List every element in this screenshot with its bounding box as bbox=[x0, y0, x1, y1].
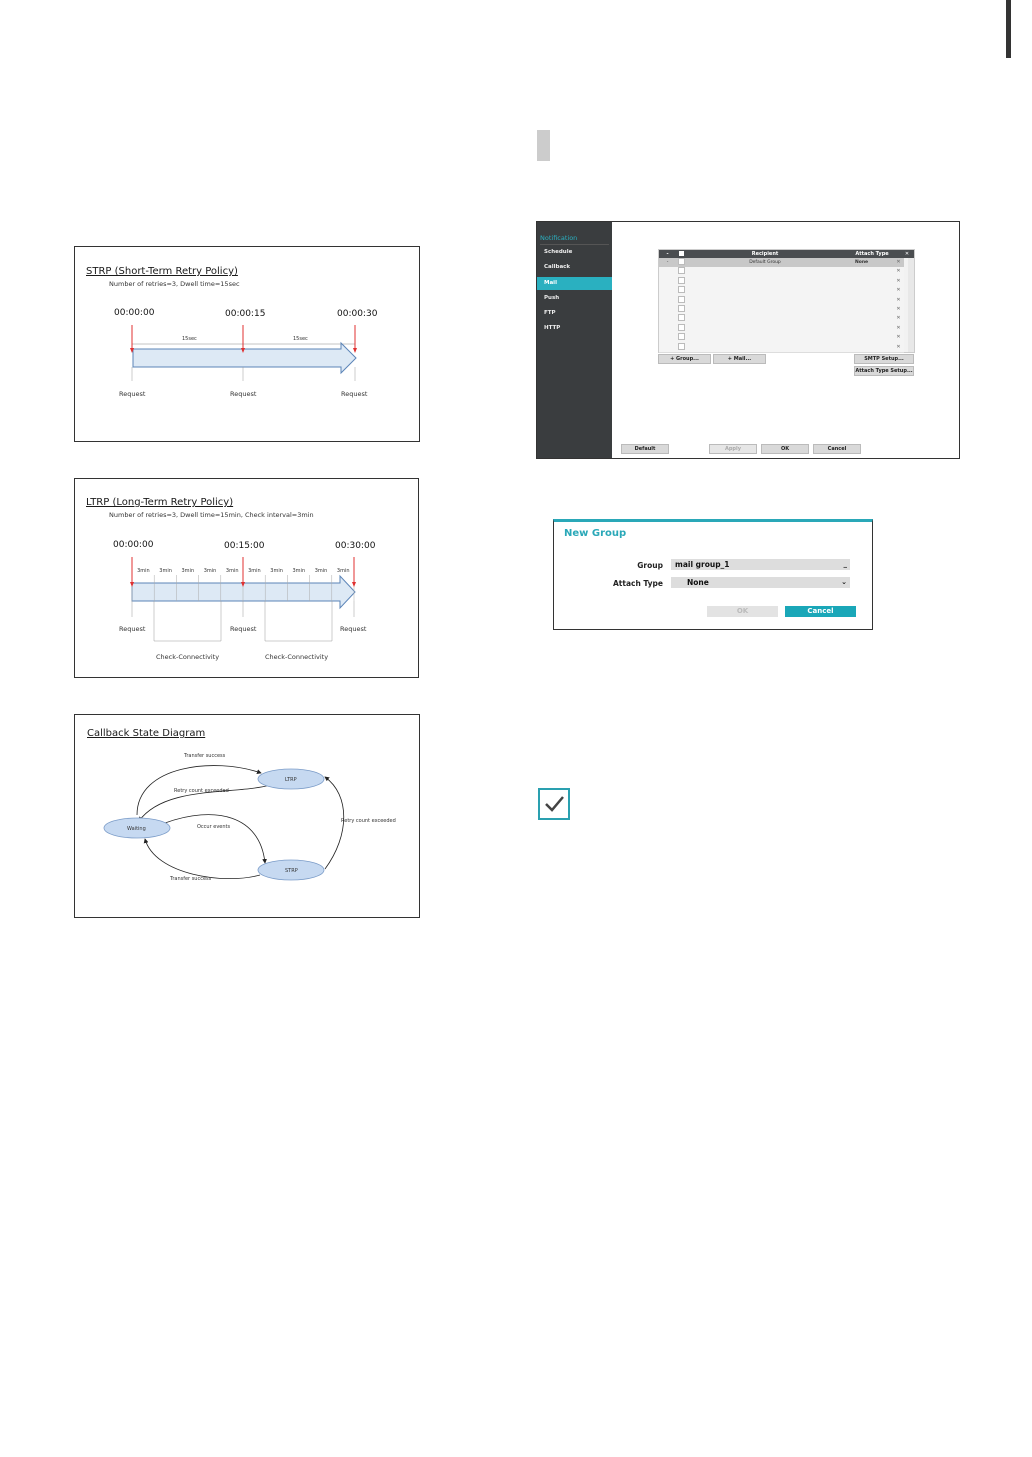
ltrp-interval: 3min bbox=[314, 568, 328, 574]
table-header bbox=[659, 250, 914, 258]
table-row[interactable] bbox=[659, 343, 904, 353]
strp-interval-0: 15sec bbox=[182, 336, 197, 342]
sidebar-title: Notification bbox=[540, 234, 578, 242]
ltrp-request-2: Request bbox=[340, 625, 367, 633]
row-delete-icon[interactable]: ✕ bbox=[896, 268, 901, 275]
attach-type-setup-button[interactable]: Attach Type Setup... bbox=[855, 368, 913, 374]
row-checkbox[interactable] bbox=[677, 333, 685, 342]
row-checkbox[interactable] bbox=[677, 286, 685, 295]
ltrp-title: LTRP (Long-Term Retry Policy) bbox=[86, 497, 234, 508]
ltrp-interval: 3min bbox=[137, 568, 150, 574]
callback-state-diagram bbox=[75, 715, 419, 917]
ltrp-timeline bbox=[75, 479, 418, 677]
attach-type-select[interactable] bbox=[671, 577, 850, 588]
ltrp-interval: 3min bbox=[270, 568, 283, 574]
ltrp-request-0: Request bbox=[119, 625, 146, 633]
ltrp-request-1: Request bbox=[230, 625, 257, 633]
row-checkbox[interactable] bbox=[677, 324, 685, 333]
sidebar-item-mail[interactable]: Mail bbox=[537, 277, 612, 290]
strp-time-2: 00:00:30 bbox=[337, 309, 378, 319]
note-check-icon bbox=[538, 788, 570, 820]
row-checkbox[interactable] bbox=[677, 343, 685, 352]
strp-request-0: Request bbox=[119, 390, 146, 398]
header-sort[interactable]: - bbox=[666, 251, 669, 257]
sidebar-divider bbox=[540, 244, 609, 245]
strp-time-1: 00:00:15 bbox=[225, 309, 266, 319]
attach-type-label: Attach Type bbox=[612, 579, 663, 588]
ltrp-time-1: 00:15:00 bbox=[224, 541, 265, 551]
row-checkbox[interactable] bbox=[677, 314, 685, 323]
strp-request-1: Request bbox=[230, 390, 257, 398]
ltrp-interval: 3min bbox=[292, 568, 306, 574]
state-strp-label: STRP bbox=[285, 868, 298, 874]
callback-title: Callback State Diagram bbox=[87, 728, 206, 739]
ltrp-interval: 3min bbox=[248, 568, 261, 574]
row-delete-icon[interactable]: ✕ bbox=[896, 296, 901, 303]
ltrp-interval: 3min bbox=[159, 568, 172, 574]
row-delete-icon[interactable]: ✕ bbox=[896, 324, 901, 331]
strp-figure bbox=[74, 246, 420, 442]
notification-window bbox=[536, 221, 960, 459]
state-waiting-label: Waiting bbox=[127, 826, 146, 832]
row-checkbox[interactable] bbox=[677, 267, 685, 276]
recipient-table bbox=[658, 249, 915, 353]
state-ltrp-label: LTRP bbox=[285, 777, 297, 783]
row-recipient: Default Group bbox=[749, 260, 781, 265]
dialog-cancel-button[interactable]: Cancel bbox=[785, 606, 856, 617]
sidebar-item-push[interactable]: Push bbox=[544, 295, 560, 301]
default-button[interactable]: Default bbox=[621, 444, 669, 454]
row-delete-icon[interactable]: ✕ bbox=[896, 306, 901, 312]
ltrp-time-0: 00:00:00 bbox=[113, 540, 154, 550]
new-group-dialog bbox=[553, 519, 873, 630]
input-caret-icon: _ bbox=[843, 560, 847, 568]
apply-button[interactable]: Apply bbox=[709, 444, 757, 454]
group-name-value: mail group_1 bbox=[675, 560, 730, 569]
row-delete-icon[interactable]: ✕ bbox=[896, 315, 901, 322]
cancel-button[interactable]: Cancel bbox=[813, 444, 861, 454]
row-delete-icon[interactable]: ✕ bbox=[896, 343, 901, 350]
group-name-input[interactable] bbox=[671, 559, 850, 570]
header-attach-type: Attach Type bbox=[855, 251, 889, 257]
edge-retry-exceeded-right: Retry count exceeded bbox=[341, 818, 396, 824]
row-delete-icon[interactable]: ✕ bbox=[896, 287, 901, 294]
add-mail-button[interactable]: + Mail... bbox=[713, 354, 766, 364]
header-recipient: Recipient bbox=[751, 251, 779, 257]
strp-time-0: 00:00:00 bbox=[114, 308, 155, 318]
row-attach-type[interactable]: None bbox=[855, 260, 869, 265]
chevron-down-icon: ⌄ bbox=[841, 578, 847, 586]
edge-transfer-success-bottom: Transfer success bbox=[170, 876, 212, 882]
sidebar-item-callback[interactable]: Callback bbox=[544, 264, 571, 270]
edge-occur-events: Occur events bbox=[197, 824, 231, 830]
smtp-setup-button[interactable]: SMTP Setup... bbox=[854, 354, 914, 364]
page-edge-tab bbox=[1006, 0, 1011, 58]
ltrp-subtitle: Number of retries=3, Dwell time=15min, Check interval=3min bbox=[109, 511, 314, 519]
ltrp-figure bbox=[74, 478, 419, 678]
strp-interval-1: 15sec bbox=[293, 336, 308, 342]
header-checkbox[interactable] bbox=[677, 250, 685, 258]
row-checkbox[interactable] bbox=[677, 258, 685, 267]
callback-figure bbox=[74, 714, 420, 918]
row-checkbox[interactable] bbox=[677, 305, 685, 314]
ltrp-interval: 3min bbox=[336, 568, 350, 574]
dialog-title: New Group bbox=[564, 528, 627, 539]
add-group-button[interactable]: + Group... bbox=[658, 354, 711, 364]
section-marker bbox=[537, 130, 550, 161]
row-delete-icon[interactable]: ✕ bbox=[896, 334, 901, 341]
strp-request-2: Request bbox=[341, 390, 368, 398]
ltrp-check-1: Check-Connectivity bbox=[265, 653, 329, 661]
ltrp-interval: 3min bbox=[203, 568, 217, 574]
row-sort: - bbox=[666, 260, 669, 265]
strp-subtitle: Number of retries=3, Dwell time=15sec bbox=[109, 280, 240, 288]
row-delete-icon[interactable]: ✕ bbox=[896, 259, 901, 265]
sidebar-item-schedule[interactable]: Schedule bbox=[544, 249, 573, 255]
sidebar-item-http[interactable]: HTTP bbox=[544, 325, 561, 331]
edge-retry-exceeded-left: Retry count exceeded bbox=[174, 788, 229, 794]
edge-transfer-success-top: Transfer success bbox=[184, 753, 226, 759]
row-checkbox[interactable] bbox=[677, 296, 685, 305]
group-label: Group bbox=[637, 561, 663, 570]
row-checkbox[interactable] bbox=[677, 277, 685, 286]
ltrp-interval: 3min bbox=[181, 568, 195, 574]
notification-sidebar bbox=[537, 222, 612, 458]
ltrp-time-2: 00:30:00 bbox=[335, 541, 376, 551]
table-scrollbar[interactable] bbox=[908, 258, 914, 352]
ltrp-check-0: Check-Connectivity bbox=[156, 653, 220, 661]
dialog-ok-button[interactable]: OK bbox=[707, 606, 778, 617]
ltrp-interval: 3min bbox=[225, 568, 239, 574]
attach-type-value: None bbox=[687, 578, 709, 587]
strp-arrow bbox=[133, 343, 356, 373]
strp-title: STRP (Short-Term Retry Policy) bbox=[86, 266, 238, 277]
ok-button[interactable]: OK bbox=[761, 444, 809, 454]
row-delete-icon[interactable]: ✕ bbox=[896, 277, 901, 284]
sidebar-item-ftp[interactable]: FTP bbox=[544, 310, 556, 316]
strp-timeline bbox=[75, 247, 419, 441]
header-delete-icon[interactable]: ✕ bbox=[904, 251, 910, 257]
